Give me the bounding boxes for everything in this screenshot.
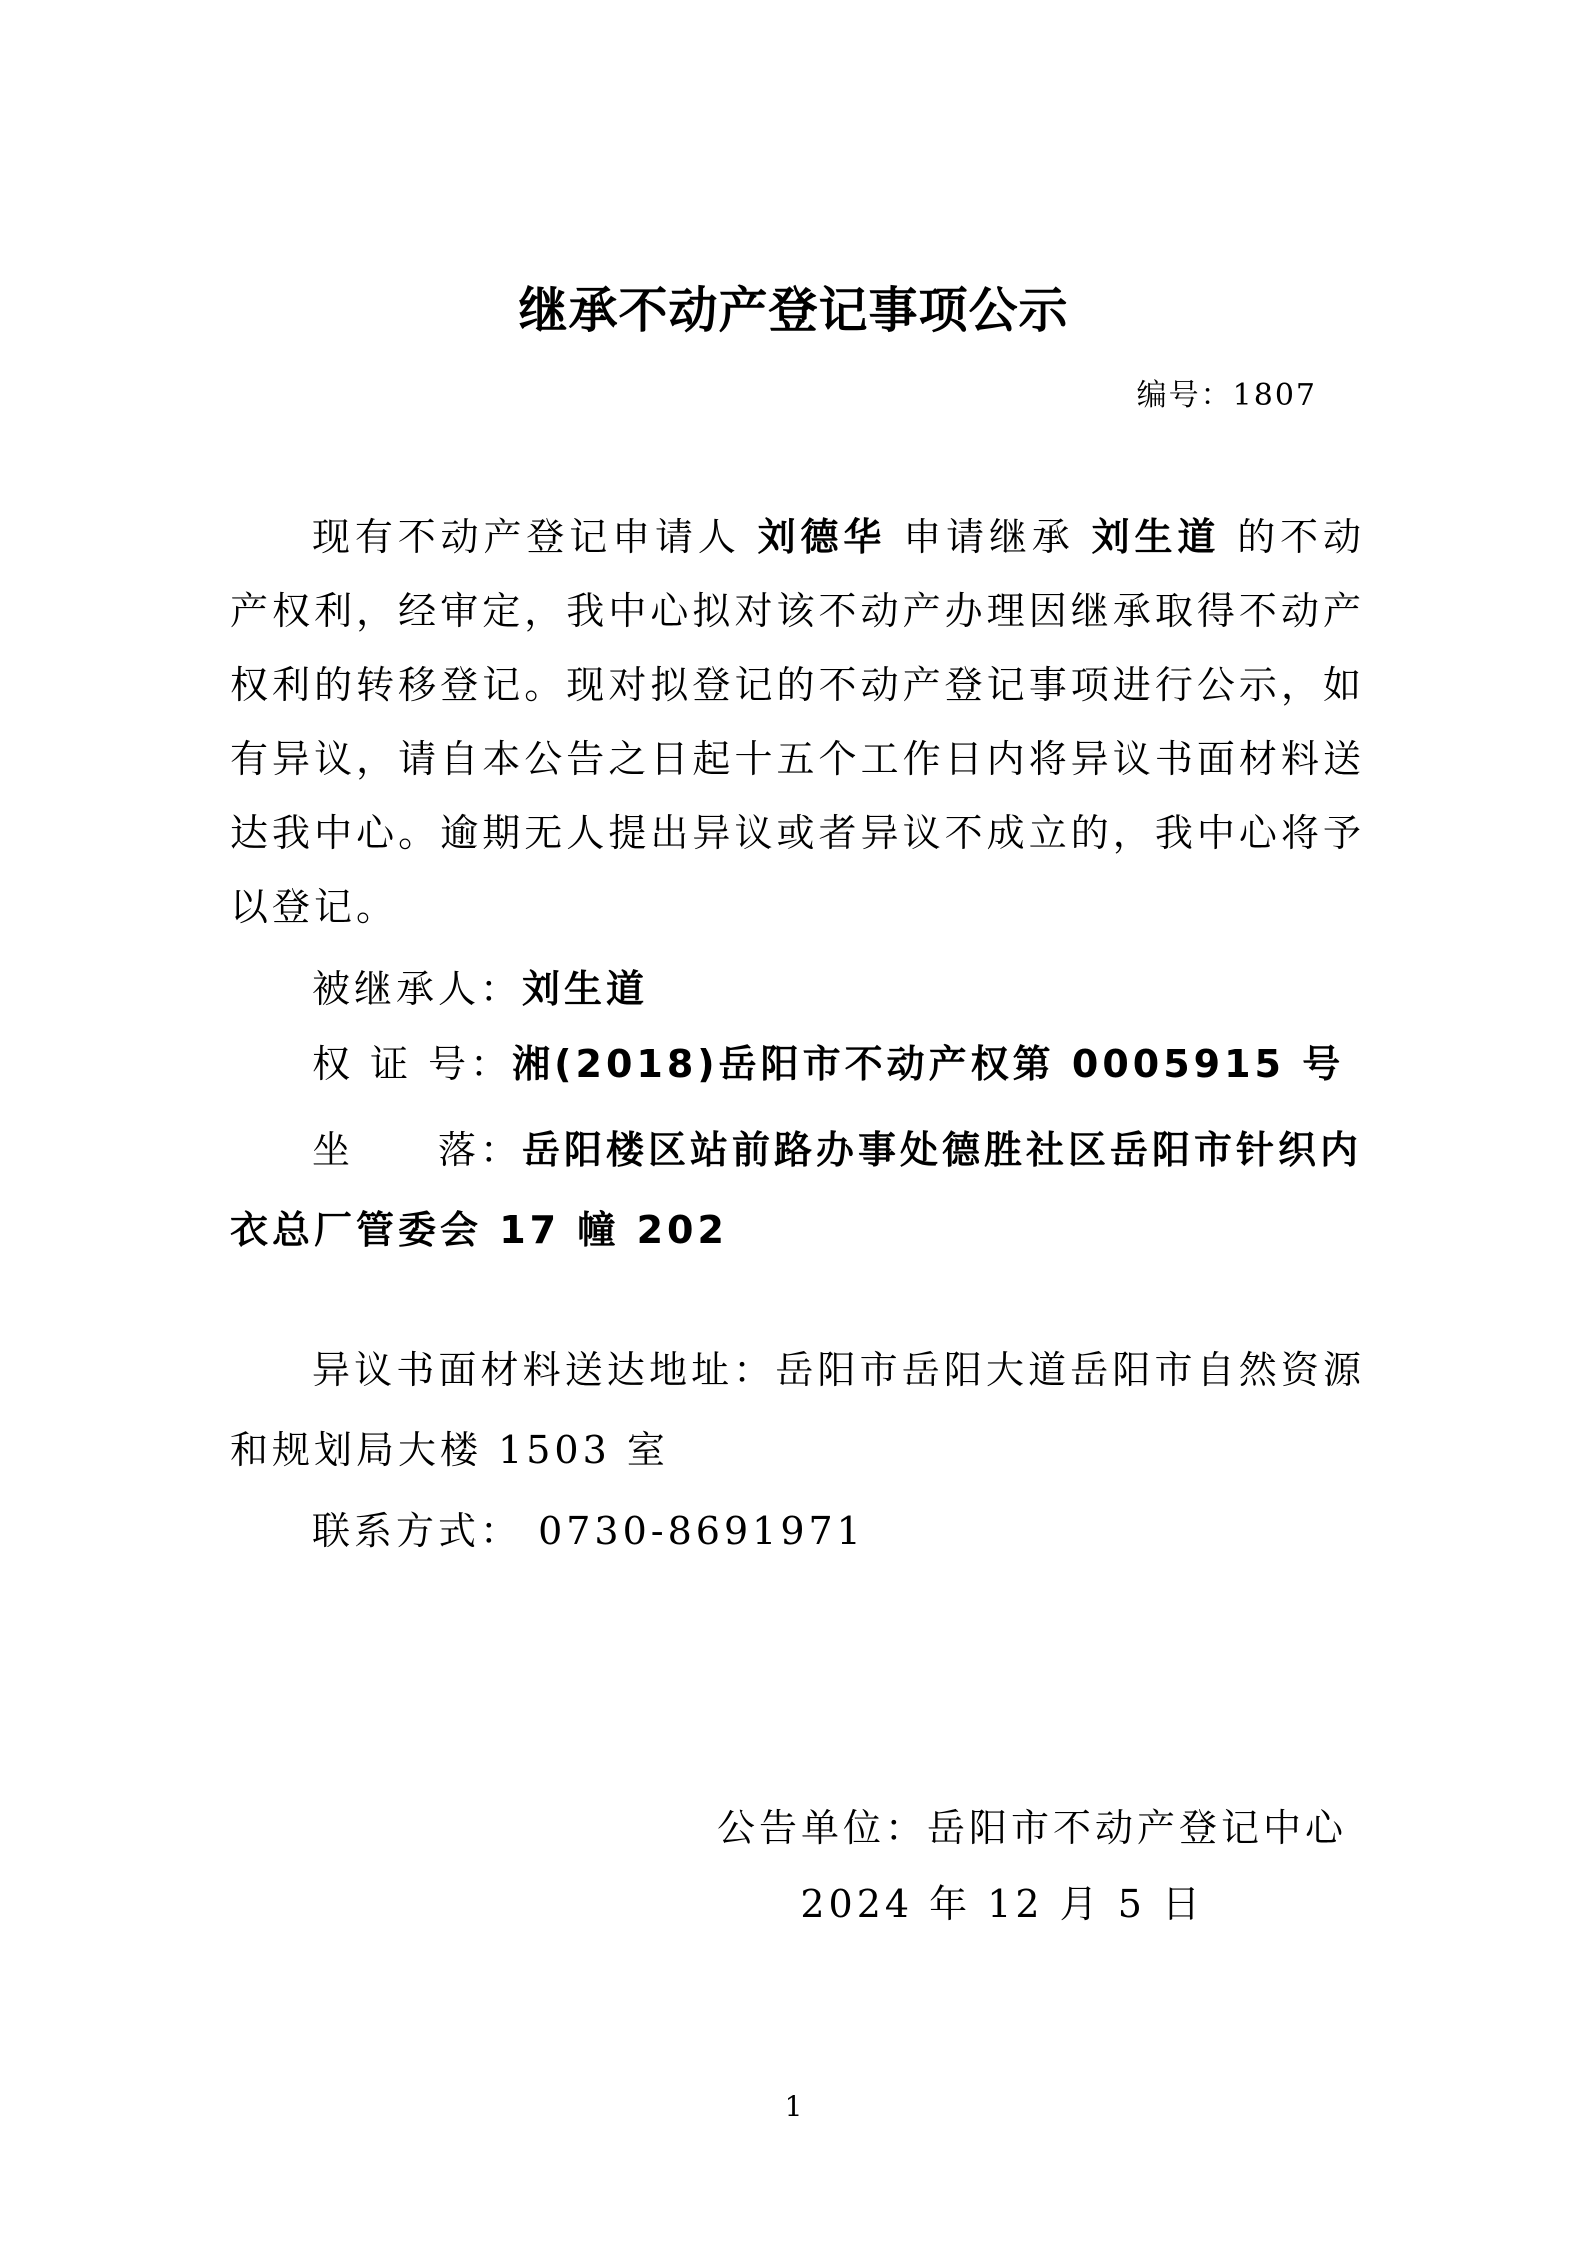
notice-text-part-2: 申请继承 xyxy=(903,515,1075,559)
notice-paragraph xyxy=(230,500,1365,944)
objection-address: 异议书面材料送达地址：岳阳市岳阳大道岳阳市自然资源和规划局大楼 1503 室 xyxy=(230,1348,1365,1472)
issuer: 公告单位：岳阳市不动产登记中心 xyxy=(716,1806,1347,1850)
certificate-label: 权 证 号： xyxy=(312,1042,513,1086)
document-title: 继承不动产登记事项公示 xyxy=(518,282,1069,339)
issue-date: 2024 年 12 月 5 日 xyxy=(800,1882,1204,1926)
certificate-row xyxy=(312,1033,1344,1088)
certificate-value: 湘(2018)岳阳市不动产权第 0005915 号 xyxy=(512,1042,1345,1086)
location-row xyxy=(230,1110,1365,1270)
location-value: 岳阳楼区站前路办事处德胜社区岳阳市针织内衣总厂管委会 17 幢 202 xyxy=(230,1128,1363,1252)
document-number: 编号：1807 xyxy=(1136,378,1317,413)
applicant-name: 刘德华 xyxy=(757,515,887,559)
page-number: 1 xyxy=(784,2090,803,2123)
location-label: 坐 落： xyxy=(312,1128,523,1172)
inheritee-row xyxy=(312,958,648,1013)
notice-text-part-1: 现有不动产登记申请人 xyxy=(312,515,741,559)
inheritee-label: 被继承人： xyxy=(312,967,523,1011)
contact-info: 联系方式： 0730-8691971 xyxy=(312,1509,865,1553)
decedent-name: 刘生道 xyxy=(1091,515,1221,559)
notice-text-part-3: 的不动产权利，经审定，我中心拟对该不动产办理因继承取得不动产权利的转移登记。现对拟登记的不动产登记事项进行公示，如有异议，请自本公告之日起十五个工作日内将异议书面材料送达我中心。逾期无人提出异议或者异议不成立的，我中心将予以登记。 xyxy=(230,515,1365,929)
inheritee-value: 刘生道 xyxy=(522,967,649,1011)
